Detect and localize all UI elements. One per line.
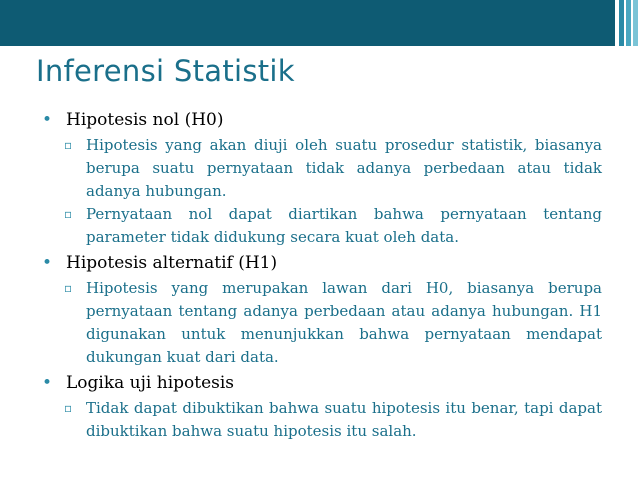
bullet-label: Logika uji hipotesis	[66, 373, 235, 393]
sub-bullet-text: Hipotesis yang merupakan lawan dari H0, biasanya berupa pernyataan tentang adanya perbedaan atau adanya hubungan. H1 digunakan untuk menunjukkan bahwa pernyataan mendapat dukungan kuat dari data.	[86, 279, 602, 366]
square-bullet-icon: ▫	[64, 207, 73, 221]
sub-bullet-text: Hipotesis yang akan diuji oleh suatu prosedur statistik, biasanya berupa suatu pernyataan tidak adanya perbedaan atau tidak adanya hubungan.	[86, 136, 602, 200]
sub-bullet-item	[38, 134, 602, 203]
header-stripe	[619, 0, 624, 46]
bullet-label: Hipotesis nol (H0)	[66, 110, 224, 130]
bullet-dot-icon: •	[42, 110, 53, 130]
sub-bullet-item	[38, 203, 602, 249]
sub-bullet-text: Pernyataan nol dapat diartikan bahwa pernyataan tentang parameter tidak didukung secara kuat oleh data.	[86, 205, 602, 246]
header-bar-main	[0, 0, 615, 46]
bullet-label: Hipotesis alternatif (H1)	[66, 253, 278, 273]
sub-bullet-item	[38, 277, 602, 369]
bullet-item-h0	[38, 108, 602, 132]
sub-bullet-item	[38, 397, 602, 443]
bullet-item-h1	[38, 251, 602, 275]
bullet-dot-icon: •	[42, 373, 53, 393]
sub-bullet-text: Tidak dapat dibuktikan bahwa suatu hipotesis itu benar, tapi dapat dibuktikan bahwa suatu hipotesis itu salah.	[86, 399, 602, 440]
header-bar	[0, 0, 638, 46]
header-stripe	[633, 0, 638, 46]
slide-content	[38, 108, 602, 443]
bullet-dot-icon: •	[42, 253, 53, 273]
slide-title: Inferensi Statistik	[36, 54, 295, 88]
square-bullet-icon: ▫	[64, 401, 73, 415]
square-bullet-icon: ▫	[64, 281, 73, 295]
square-bullet-icon: ▫	[64, 138, 73, 152]
header-stripe	[626, 0, 631, 46]
bullet-item-logika	[38, 371, 602, 395]
